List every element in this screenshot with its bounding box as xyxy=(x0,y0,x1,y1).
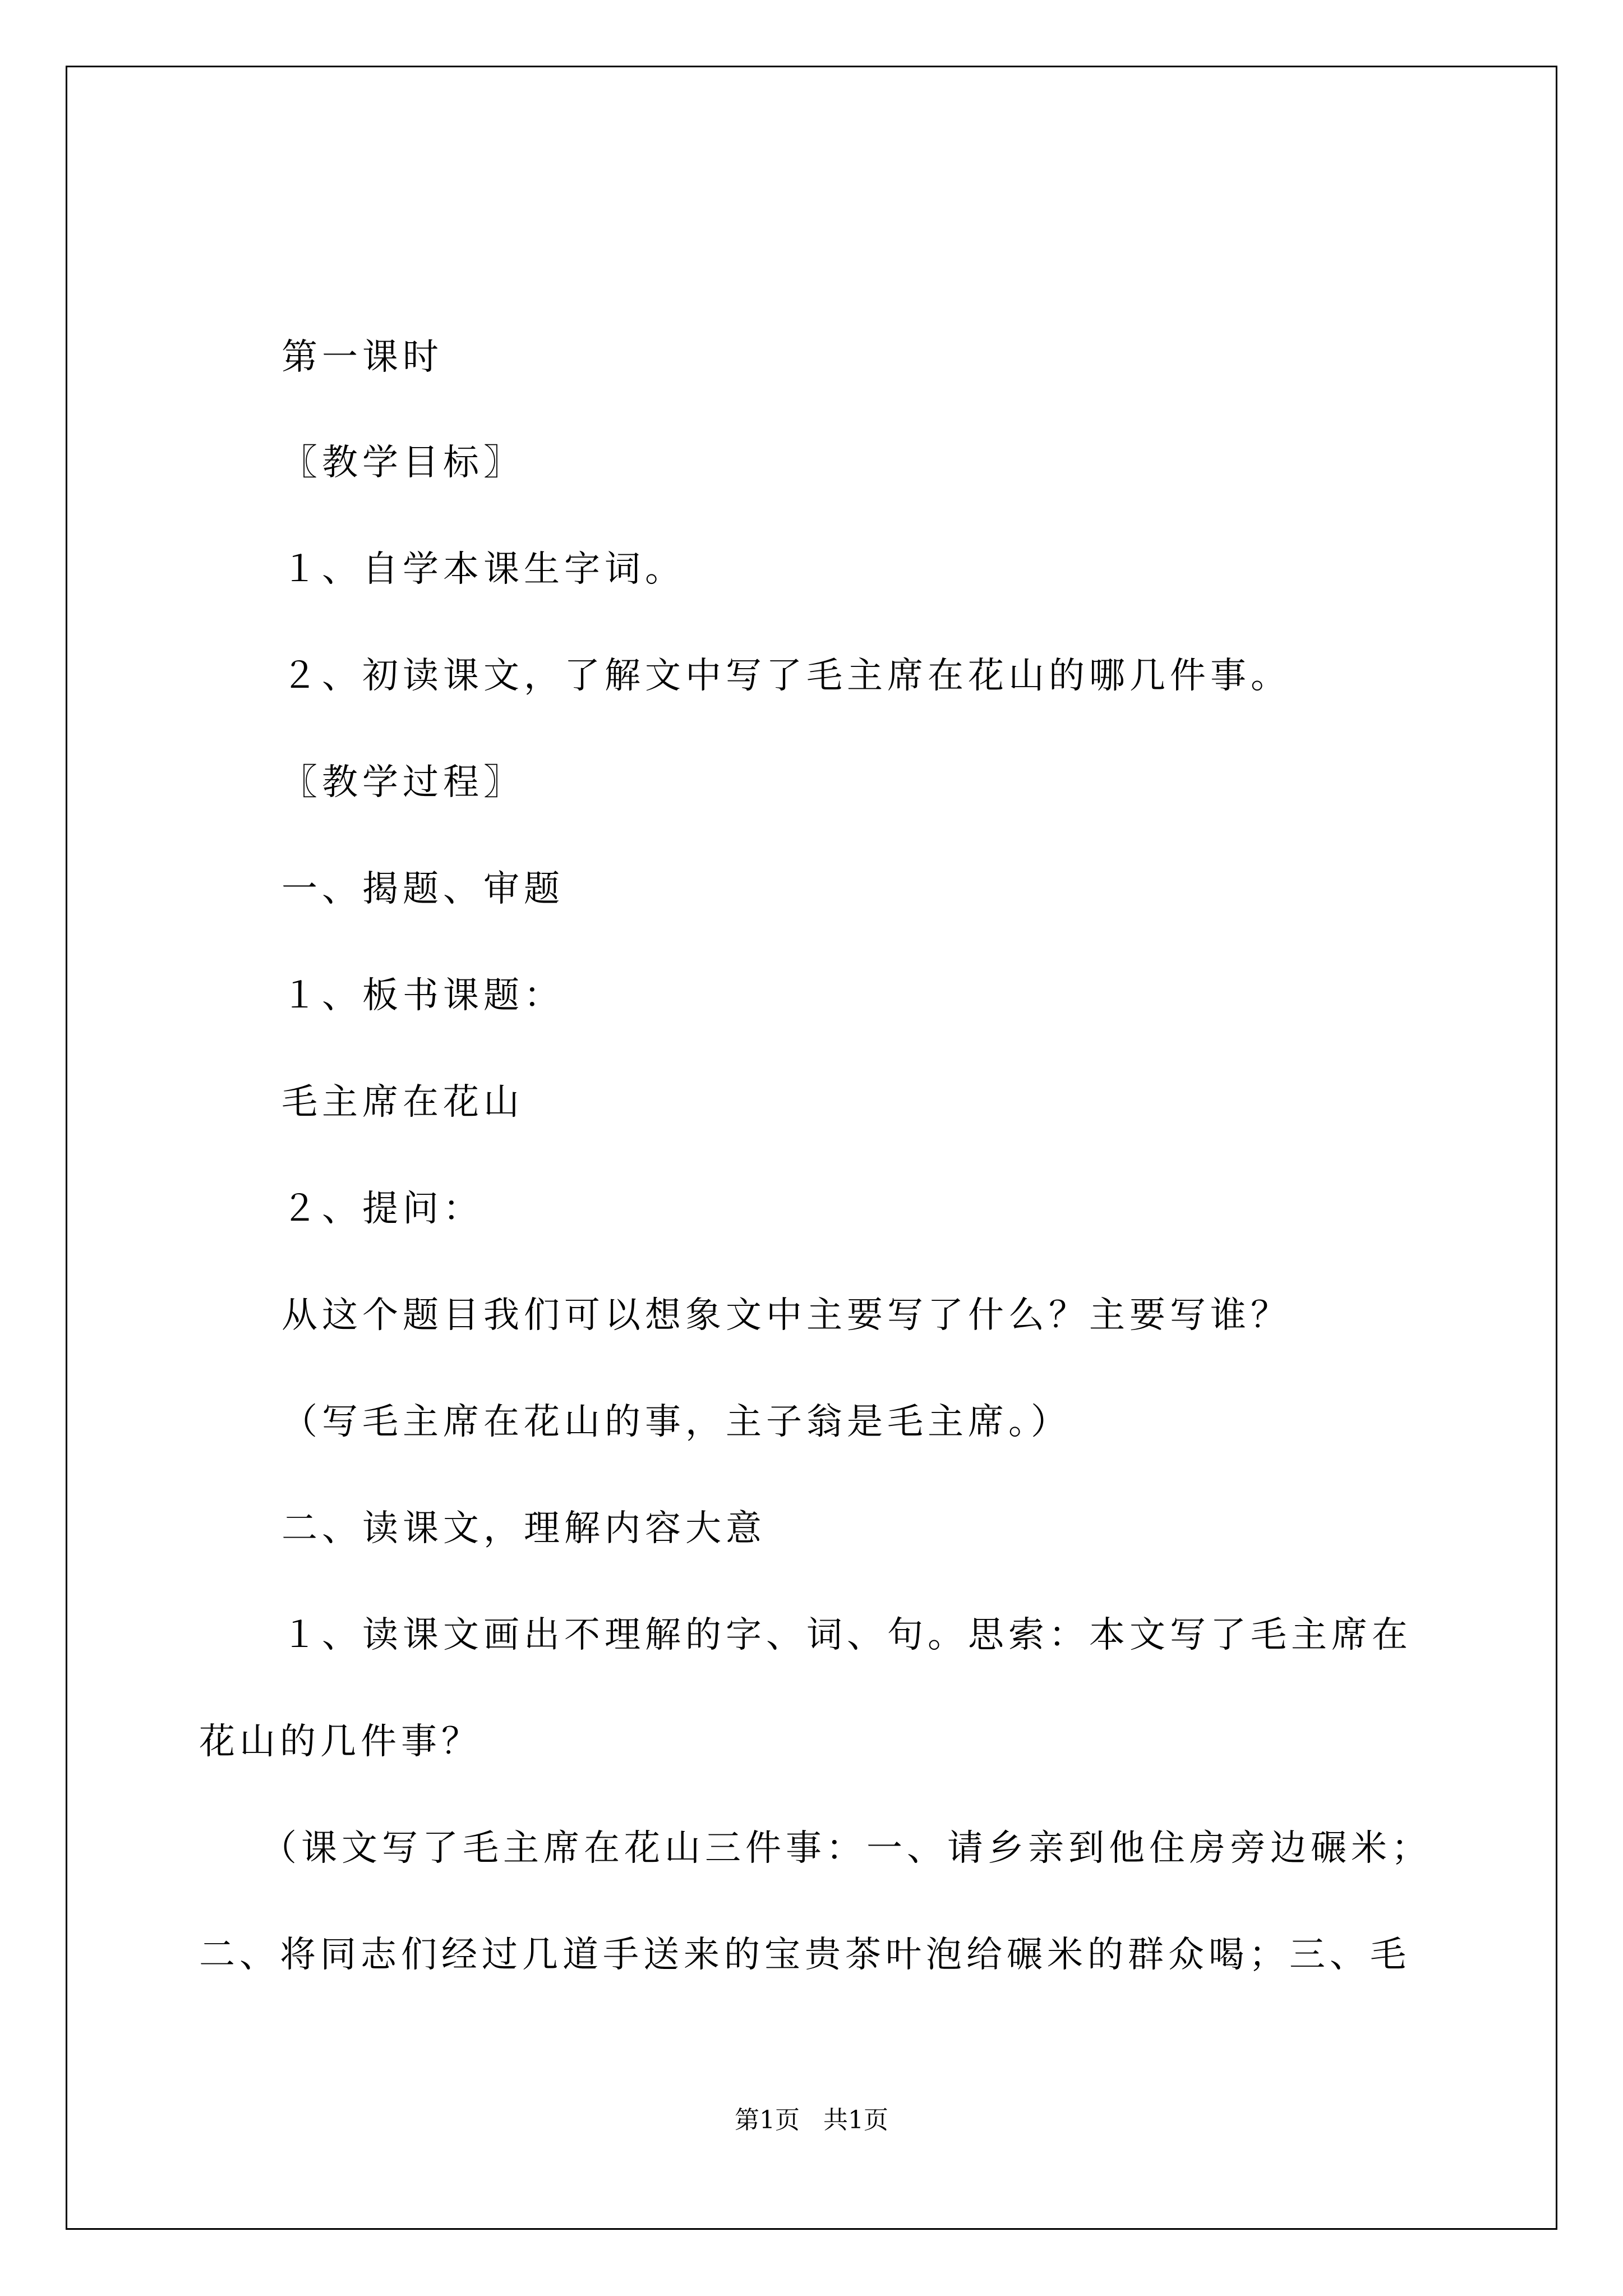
step-item-2: ２、提问： xyxy=(282,1188,483,1230)
paragraph-line: 二、将同志们经过几道手送来的宝贵茶叶泡给碾米的群众喝；三、毛 xyxy=(199,1934,1410,1976)
paragraph-line: 花山的几件事？ xyxy=(199,1721,482,1763)
paragraph-line: １、读课文画出不理解的字、词、句。思索：本文写了毛主席在 xyxy=(282,1614,1412,1656)
section-heading-objectives: 〖教学目标〗 xyxy=(282,442,524,484)
lesson-heading: 第一课时 xyxy=(282,337,443,378)
page-border xyxy=(66,66,1557,2230)
answer-text: （写毛主席在花山的事，主子翁是毛主席。） xyxy=(282,1401,1071,1443)
question-text: 从这个题目我们可以想象文中主要写了什么？主要写谁？ xyxy=(282,1295,1291,1336)
paragraph-line: （课文写了毛主席在花山三件事：一、请乡亲到他住房旁边碾米； xyxy=(261,1828,1432,1869)
page-number-footer: 第1页 共1页 xyxy=(735,2106,888,2134)
step-item-1: １、板书课题： xyxy=(282,975,564,1016)
step-heading-2: 二、读课文，理解内容大意 xyxy=(282,1508,766,1549)
objective-item-1: １、自学本课生字词。 xyxy=(282,549,685,590)
step-heading-1: 一、揭题、审题 xyxy=(282,868,564,910)
lesson-title: 毛主席在花山 xyxy=(282,1082,524,1123)
section-heading-process: 〖教学过程〗 xyxy=(282,762,524,803)
objective-item-2: ２、初读课文，了解文中写了毛主席在花山的哪几件事。 xyxy=(282,655,1291,697)
